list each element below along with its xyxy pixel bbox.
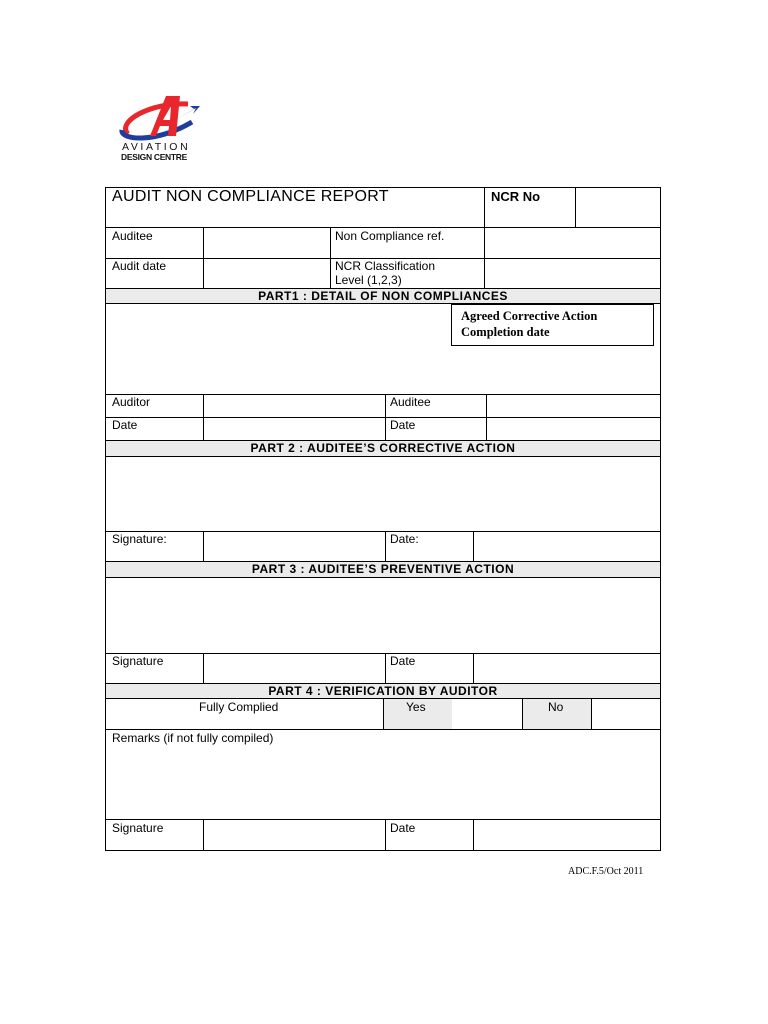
audit-date-label: Audit date xyxy=(112,259,167,273)
divider xyxy=(106,729,660,730)
part2-signature-label: Signature: xyxy=(112,532,167,546)
remarks-label: Remarks (if not fully compiled) xyxy=(112,731,274,745)
divider xyxy=(106,417,660,418)
divider xyxy=(473,819,474,850)
divider xyxy=(591,698,592,729)
part1-auditee-label: Auditee xyxy=(390,395,431,409)
divider xyxy=(106,394,660,395)
divider xyxy=(106,531,660,532)
ncr-no-label: NCR No xyxy=(491,189,541,204)
agreed-corrective-action-label: Agreed Corrective Action xyxy=(461,309,598,323)
fully-complied-label: Fully Complied xyxy=(199,700,279,714)
divider xyxy=(106,577,660,578)
divider xyxy=(385,531,386,561)
divider xyxy=(522,698,523,729)
divider xyxy=(484,188,485,288)
divider xyxy=(203,394,204,440)
logo-text-aviation: AVIATION xyxy=(122,141,191,153)
part2-title: PART 2 : AUDITEE’S CORRECTIVE ACTION xyxy=(250,441,516,455)
non-compliance-ref-label: Non Compliance ref. xyxy=(335,229,445,243)
divider xyxy=(385,819,386,850)
part4-signature-label: Signature xyxy=(112,821,164,835)
divider xyxy=(106,653,660,654)
divider xyxy=(330,227,331,288)
auditor-label: Auditor xyxy=(112,395,151,409)
divider xyxy=(203,653,204,683)
divider xyxy=(203,819,204,850)
form-title: AUDIT NON COMPLIANCE REPORT xyxy=(112,188,389,205)
part4-title: PART 4 : VERIFICATION BY AUDITOR xyxy=(268,684,498,698)
auditee-label: Auditee xyxy=(112,229,153,243)
ncr-classification-label: NCR Classification xyxy=(335,259,436,273)
part3-signature-label: Signature xyxy=(112,654,164,668)
part3-title: PART 3 : AUDITEE’S PREVENTIVE ACTION xyxy=(251,562,515,576)
divider xyxy=(203,531,204,561)
divider xyxy=(385,653,386,683)
divider xyxy=(473,653,474,683)
part4-date-label: Date xyxy=(390,821,416,835)
divider xyxy=(383,698,384,729)
completion-date-label: Completion date xyxy=(461,325,550,339)
yes-label: Yes xyxy=(406,700,426,714)
part2-date-label: Date: xyxy=(390,532,419,546)
divider xyxy=(106,227,660,228)
divider xyxy=(385,394,386,440)
no-label: No xyxy=(548,700,564,714)
divider xyxy=(486,394,487,440)
ncr-classification-level-label: Level (1,2,3) xyxy=(335,273,402,287)
divider xyxy=(203,227,204,288)
part3-date-label: Date xyxy=(390,654,416,668)
divider xyxy=(106,456,660,457)
divider xyxy=(575,188,576,228)
divider xyxy=(473,531,474,561)
part1-date-right-label: Date xyxy=(390,418,416,432)
part1-date-left-label: Date xyxy=(112,418,138,432)
part1-title: PART1 : DETAIL OF NON COMPLIANCES xyxy=(258,289,508,303)
logo-text-design-centre: DESIGN CENTRE xyxy=(121,152,187,162)
divider xyxy=(106,819,660,820)
form-reference: ADC.F.5/Oct 2011 xyxy=(568,866,644,877)
